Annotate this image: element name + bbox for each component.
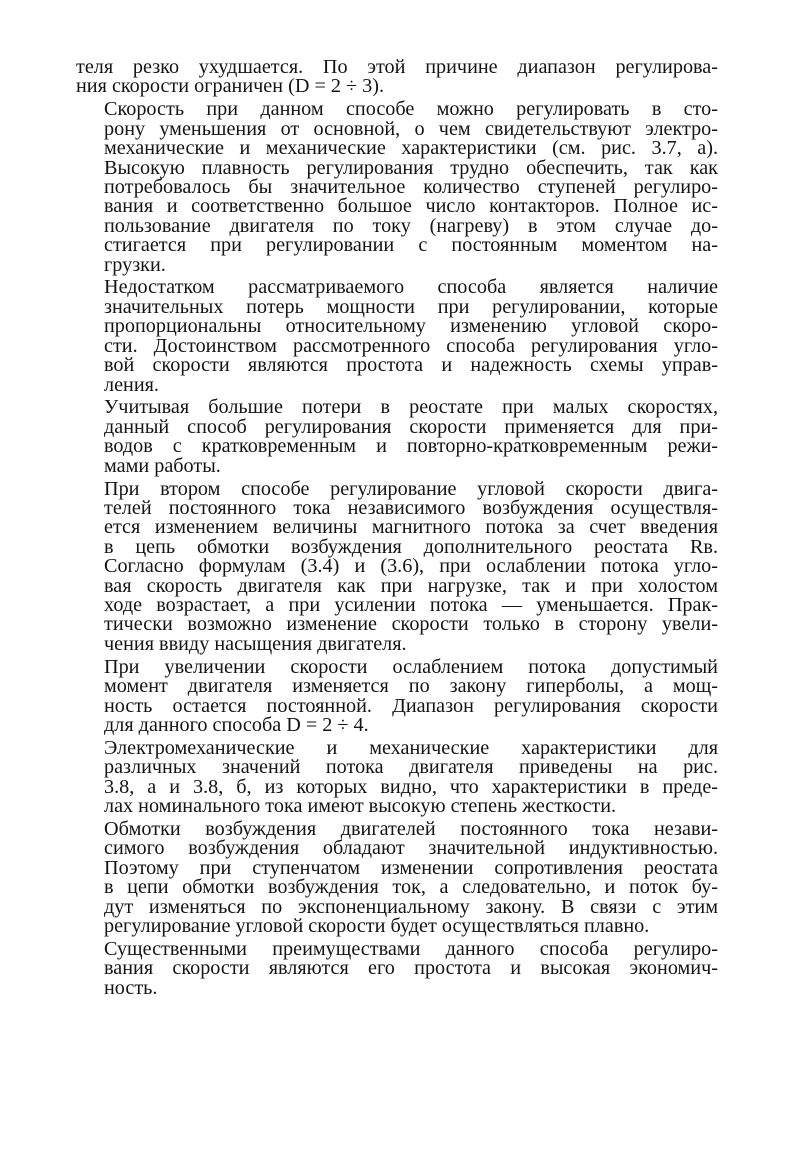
- page-text: [76, 58, 718, 998]
- text-line: стигается при регулировании с постоянным моментом на-: [104, 234, 718, 257]
- text-line: рону уменьшения от основной, о чем свидетельствуют электро-: [104, 117, 718, 140]
- paragraph: [76, 278, 718, 394]
- paragraph: [76, 398, 718, 476]
- paragraph: [76, 477, 718, 655]
- text-line: Поэтому при ступенчатом изменении сопротивления реостата: [104, 856, 718, 879]
- text-line: Учитывая большие потери в реостате при малых скоростях,: [104, 396, 718, 419]
- text-line: пропорциональны относительному изменению угловой скоро-: [104, 315, 718, 338]
- text-line: водов с кратковременным и повторно-кратковременным режи-: [104, 435, 718, 458]
- text-line: телей постоянного тока независимого возбуждения осуществля-: [104, 496, 718, 519]
- text-line: Недостатком рассматриваемого способа является наличие: [104, 276, 718, 299]
- paragraph: [76, 58, 718, 97]
- text-line: вой скорости являются простота и надежность схемы управ-: [104, 354, 718, 377]
- text-line: ния скорости ограничен (D = 2 ÷ 3).: [76, 75, 385, 98]
- text-line: симого возбуждения обладают значительной индуктивностью.: [104, 837, 718, 860]
- text-line: данный способ регулирования скорости применяется для при-: [104, 415, 718, 438]
- text-line: Скорость при данном способе можно регулировать в сто-: [104, 98, 718, 121]
- text-line: Обмотки возбуждения двигателей постоянного тока незави-: [104, 817, 718, 840]
- text-line: ность.: [104, 976, 158, 999]
- text-line: При увеличении скорости ослаблением потока допустимый: [104, 655, 718, 678]
- text-line: пользование двигателя по току (нагреву) в этом случае до-: [104, 214, 718, 237]
- text-line: лах номинального тока имеют высокую степень жесткости.: [104, 795, 617, 818]
- text-line: ность остается постоянной. Диапазон регулирования скорости: [104, 694, 718, 717]
- text-line: теля резко ухудшается. По этой причине диапазон регулирова-: [76, 56, 718, 78]
- text-line: ется изменением величины магнитного потока за счет введения: [104, 516, 718, 539]
- text-line: регулирование угловой скорости будет осуществляться плавно.: [104, 914, 650, 937]
- text-line: сти. Достоинством рассмотренного способа регулирования угло-: [104, 334, 718, 357]
- paragraph: [76, 100, 718, 275]
- text-line: Существенными преимуществами данного способа регулиро-: [104, 937, 718, 960]
- text-line: момент двигателя изменяется по закону гиперболы, а мощ-: [104, 675, 718, 698]
- text-line: вания и соответственно большое число контакторов. Полное ис-: [104, 195, 718, 218]
- paragraph: [76, 937, 718, 999]
- text-line: в цепи обмотки возбуждения ток, а следовательно, и поток бу-: [104, 876, 718, 899]
- text-line: 3.8, а и 3.8, б, из которых видно, что характеристики в преде-: [104, 775, 718, 798]
- text-line: различных значений потока двигателя приведены на рис.: [104, 756, 718, 779]
- text-line: потребовалось бы значительное количество ступеней регулиро-: [104, 175, 718, 198]
- text-line: вая скорость двигателя как при нагрузке, так и при холостом: [104, 574, 718, 597]
- text-line: грузки.: [104, 253, 166, 276]
- text-line: Высокую плавность регулирования трудно обеспечить, так как: [104, 156, 718, 179]
- text-line: дут изменяться по экспоненциальному закону. В связи с этим: [104, 895, 718, 918]
- text-line: в цепь обмотки возбуждения дополнительного реостата Rв.: [104, 535, 718, 558]
- text-line: Электромеханические и механические характеристики для: [104, 736, 718, 759]
- text-line: значительных потерь мощности при регулировании, которые: [104, 295, 718, 318]
- text-line: мами работы.: [104, 454, 221, 477]
- paragraph: [76, 655, 718, 736]
- text-line: При втором способе регулирование угловой скорости двига-: [104, 477, 718, 500]
- text-line: механические и механические характеристики (см. рис. 3.7, а).: [104, 137, 718, 160]
- paragraph: [76, 817, 718, 937]
- text-line: чения ввиду насыщения двигателя.: [104, 632, 407, 655]
- text-line: ления.: [104, 373, 159, 396]
- text-line: вания скорости являются его простота и высокая экономич-: [104, 957, 718, 980]
- text-line: для данного способа D = 2 ÷ 4.: [104, 713, 369, 736]
- text-line: ходе возрастает, а при усилении потока — уменьшается. Прак-: [104, 593, 718, 616]
- text-line: Согласно формулам (3.4) и (3.6), при ослаблении потока угло-: [104, 555, 718, 578]
- paragraph: [76, 736, 718, 818]
- text-line: тически возможно изменение скорости только в сторону увели-: [104, 613, 718, 636]
